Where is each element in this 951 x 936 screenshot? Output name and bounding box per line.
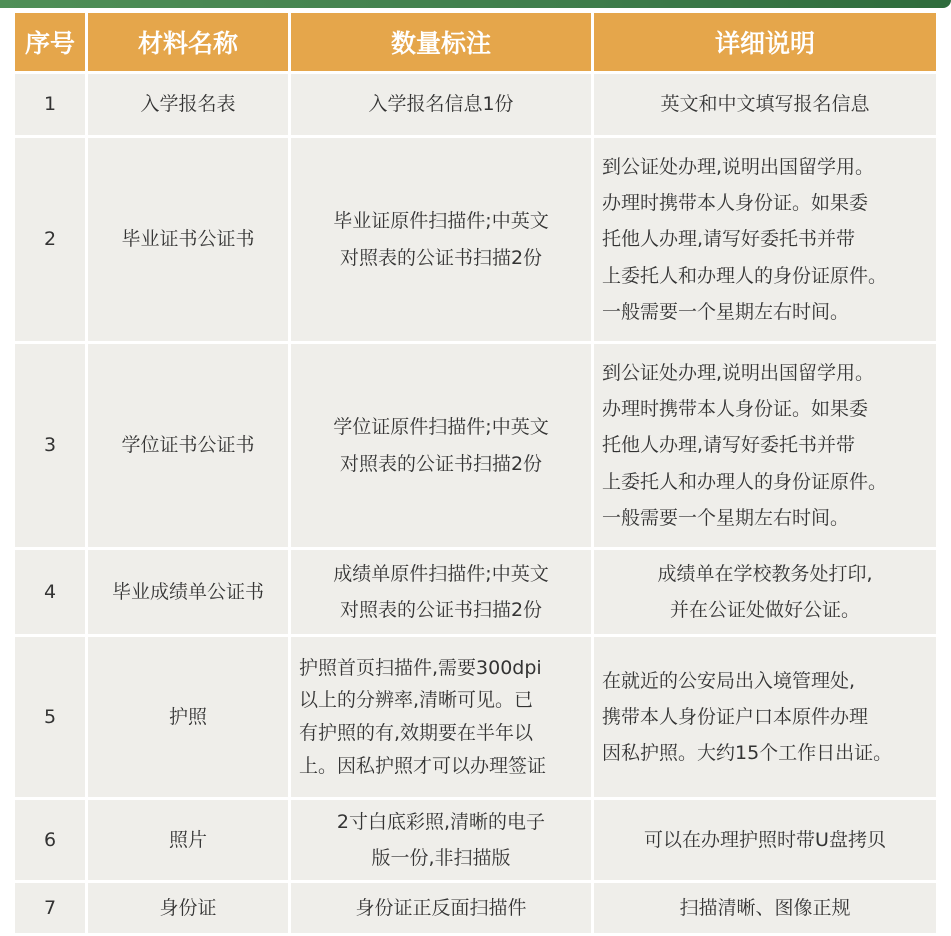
detail-line: 托他人办理,请写好委托书并带 xyxy=(602,228,856,251)
header-detail: 详细说明 xyxy=(594,13,936,71)
quantity-line: 入学报名信息1份 xyxy=(368,93,514,116)
detail-cell xyxy=(594,883,936,933)
quantity-line: 护照首页扫描件,需要300dpi xyxy=(299,656,542,679)
detail-cell xyxy=(594,344,936,547)
detail-line: 到公证处办理,说明出国留学用。 xyxy=(602,156,875,179)
quantity-line: 上。因私护照才可以办理签证 xyxy=(299,754,547,777)
quantity-line: 成绩单原件扫描件;中英文 xyxy=(333,562,549,585)
quantity-cell xyxy=(291,883,591,933)
seq-cell: 6 xyxy=(15,800,85,880)
quantity-line: 以上的分辨率,清晰可见。已 xyxy=(299,689,534,712)
detail-cell xyxy=(594,138,936,341)
detail-line: 一般需要一个星期左右时间。 xyxy=(602,506,850,529)
quantity-cell xyxy=(291,74,591,135)
seq-cell: 2 xyxy=(15,138,85,341)
quantity-line: 身份证正反面扫描件 xyxy=(355,896,527,919)
header-material: 材料名称 xyxy=(88,13,288,71)
seq-cell: 5 xyxy=(15,637,85,797)
materials-table xyxy=(12,10,939,936)
seq-cell: 4 xyxy=(15,550,85,634)
material-cell: 毕业证书公证书 xyxy=(88,138,288,341)
quantity-line: 版一份,非扫描版 xyxy=(371,847,511,869)
detail-line: 因私护照。大约15个工作日出证。 xyxy=(602,742,893,765)
material-cell: 照片 xyxy=(88,800,288,880)
detail-line: 英文和中文填写报名信息 xyxy=(660,93,870,116)
quantity-cell xyxy=(291,138,591,341)
quantity-cell xyxy=(291,637,591,797)
material-cell: 毕业成绩单公证书 xyxy=(88,550,288,634)
quantity-cell xyxy=(291,550,591,634)
header-seq: 序号 xyxy=(15,13,85,71)
table-row xyxy=(15,138,936,341)
quantity-line: 对照表的公证书扫描2份 xyxy=(339,452,543,475)
top-decorative-strip xyxy=(0,0,951,8)
detail-line: 一般需要一个星期左右时间。 xyxy=(602,300,850,323)
quantity-line: 毕业证原件扫描件;中英文 xyxy=(333,210,549,233)
detail-cell xyxy=(594,800,936,880)
table-row xyxy=(15,74,936,135)
detail-line: 办理时携带本人身份证。如果委 xyxy=(602,398,869,421)
material-cell: 入学报名表 xyxy=(88,74,288,135)
table-row xyxy=(15,637,936,797)
table-row xyxy=(15,883,936,933)
detail-cell xyxy=(594,74,936,135)
material-cell: 护照 xyxy=(88,637,288,797)
material-cell: 身份证 xyxy=(88,883,288,933)
seq-cell: 1 xyxy=(15,74,85,135)
quantity-cell xyxy=(291,800,591,880)
quantity-line: 对照表的公证书扫描2份 xyxy=(339,246,543,269)
detail-line: 上委托人和办理人的身份证原件。 xyxy=(602,264,888,287)
quantity-line: 对照表的公证书扫描2份 xyxy=(339,599,543,621)
detail-cell xyxy=(594,550,936,634)
seq-cell: 7 xyxy=(15,883,85,933)
material-cell: 学位证书公证书 xyxy=(88,344,288,547)
quantity-line: 学位证原件扫描件;中英文 xyxy=(333,416,549,439)
quantity-cell xyxy=(291,344,591,547)
detail-line: 到公证处办理,说明出国留学用。 xyxy=(602,362,875,385)
detail-line: 办理时携带本人身份证。如果委 xyxy=(602,192,869,215)
detail-cell xyxy=(594,637,936,797)
detail-line: 成绩单在学校教务处打印, xyxy=(657,562,873,585)
quantity-line: 2寸白底彩照,清晰的电子 xyxy=(336,810,546,833)
seq-cell: 3 xyxy=(15,344,85,547)
table-row xyxy=(15,344,936,547)
quantity-line: 有护照的有,效期要在半年以 xyxy=(299,722,534,744)
detail-line: 上委托人和办理人的身份证原件。 xyxy=(602,470,888,493)
detail-line: 在就近的公安局出入境管理处, xyxy=(602,669,856,692)
detail-line: 可以在办理护照时带U盘拷贝 xyxy=(644,828,886,851)
header-row xyxy=(15,13,936,71)
detail-line: 托他人办理,请写好委托书并带 xyxy=(602,434,856,457)
detail-line: 携带本人身份证户口本原件办理 xyxy=(602,705,869,728)
table-row xyxy=(15,550,936,634)
detail-line: 并在公证处做好公证。 xyxy=(669,599,860,621)
table-row xyxy=(15,800,936,880)
header-quantity: 数量标注 xyxy=(291,13,591,71)
detail-line: 扫描清晰、图像正规 xyxy=(679,896,851,919)
